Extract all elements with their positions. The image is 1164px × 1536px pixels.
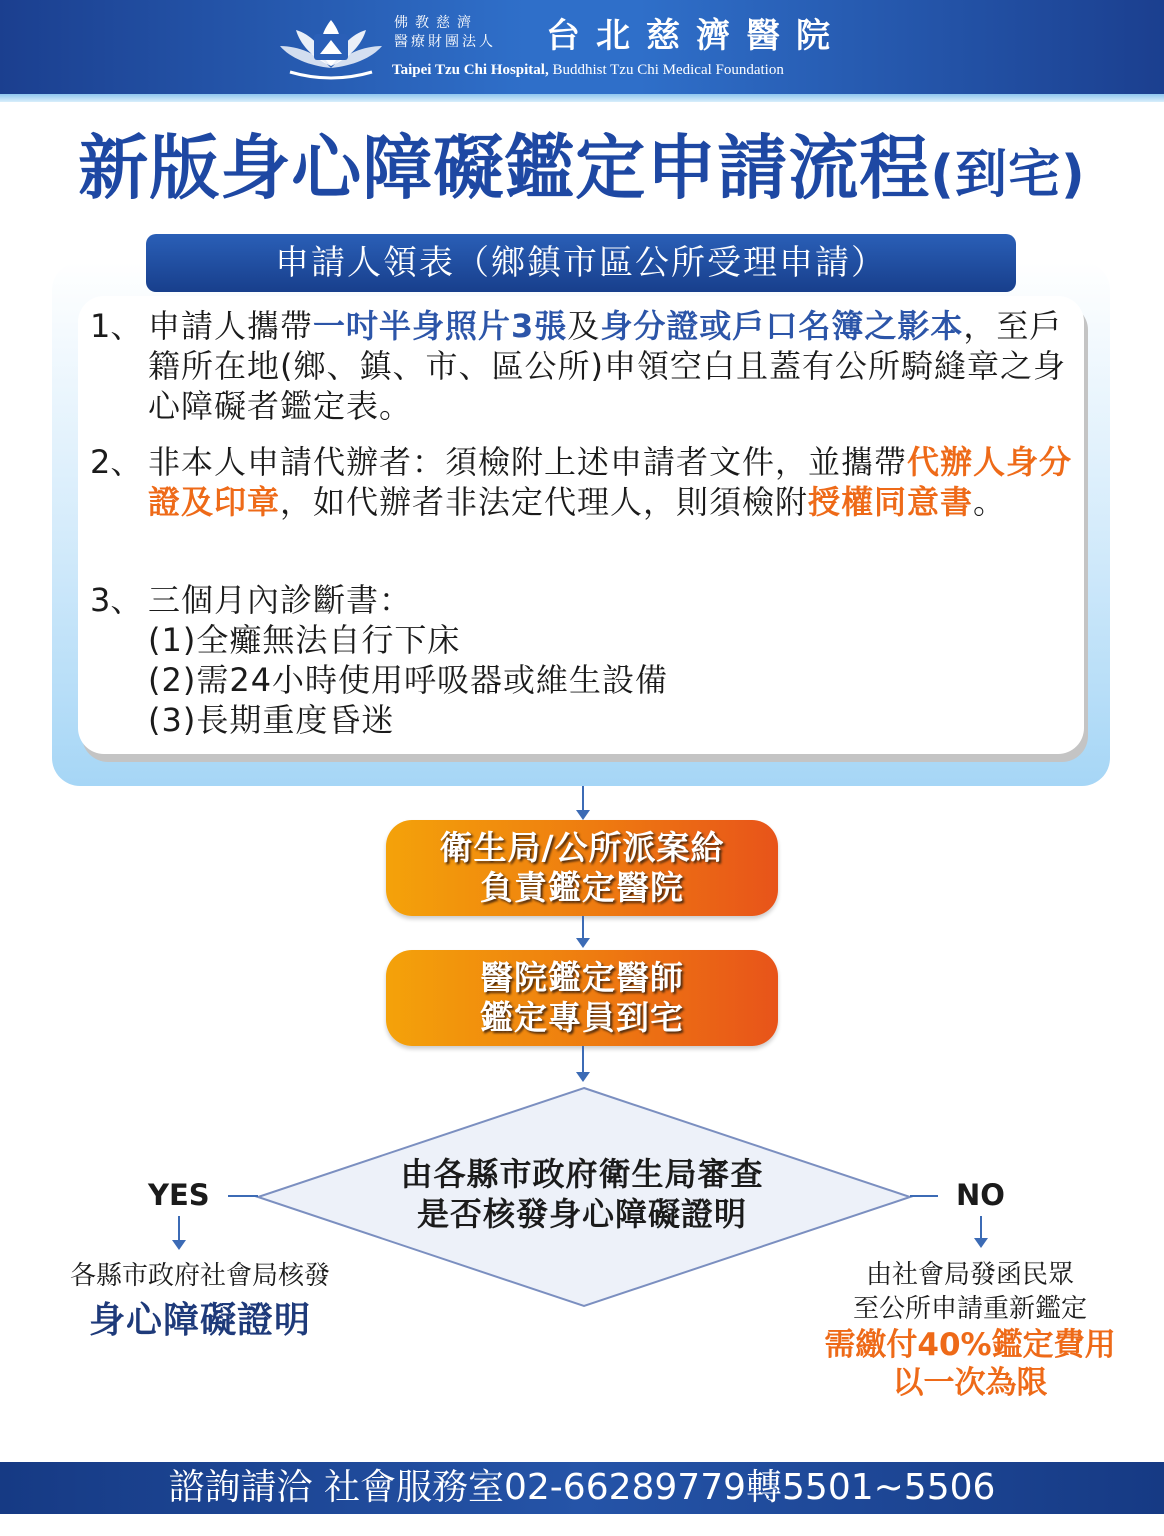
item-highlight: 代辦人身分證及印章 [148, 443, 1073, 521]
yes-outcome-text: 各縣市政府社會局核發 [69, 1261, 330, 1291]
fee-line: 以一次為限 [892, 1365, 1048, 1401]
arrow-down-icon [172, 1240, 186, 1250]
flow-step-dispatch [386, 820, 778, 916]
item-text: 非本人申請代辦者：須檢附上述申請者文件，並攜帶 [148, 443, 908, 481]
page-title [0, 118, 1164, 225]
no-outcome-fee [790, 1326, 1150, 1402]
fee-line: 需繳付40%鑑定費用 [824, 1327, 1116, 1363]
step-line: 負責鑑定醫院 [480, 868, 684, 907]
no-outcome-line: 至公所申請重新鑑定 [852, 1294, 1087, 1324]
item-text: 三個月內診斷書： [148, 581, 413, 619]
decision-line: 是否核發身心障礙證明 [416, 1195, 747, 1233]
yes-connector [228, 1195, 258, 1197]
no-connector [980, 1216, 982, 1240]
step-line: 鑑定專員到宅 [480, 998, 684, 1037]
sub-item: (2)需24小時使用呼吸器或維生設備 [148, 661, 669, 699]
sub-item: (1)全癱無法自行下床 [148, 621, 461, 659]
yes-outcome-certificate: 身心障礙證明 [88, 1300, 311, 1341]
org-name: 台北慈濟醫院 [546, 16, 846, 56]
no-label: NO [956, 1178, 1005, 1212]
step-line: 醫院鑑定醫師 [480, 958, 684, 997]
item-text: 。 [973, 483, 1007, 521]
no-outcome-text [800, 1258, 1140, 1326]
yes-label: YES [148, 1178, 210, 1212]
step-line: 衛生局/公所派案給 [439, 828, 725, 867]
decision-line: 由各縣市政府衛生局審查 [400, 1155, 764, 1193]
decision-text [300, 1154, 864, 1234]
item-highlight: 身分證或戶口名簿之影本 [600, 307, 964, 345]
item-text: ，如代辦者非法定代理人，則須檢附 [280, 483, 809, 521]
item-body [148, 580, 1088, 620]
item-number: 1、 [90, 307, 143, 345]
org-small-line1: 佛教慈濟 [394, 15, 478, 31]
item-highlight: 授權同意書 [808, 483, 974, 521]
item-number: 3、 [90, 581, 143, 619]
item-highlight: 一吋半身照片3張 [313, 307, 568, 345]
org-small-line2: 醫療財團法人 [394, 34, 496, 50]
header-stripe [0, 94, 1164, 102]
org-english-name [392, 62, 784, 79]
flow-step-home-visit [386, 950, 778, 1046]
contact-footer: 諮詢請洽 社會服務室02-66289779轉5501~5506 [0, 1462, 1164, 1514]
page-title-suffix: (到宅) [930, 145, 1086, 205]
flow-connector [582, 786, 584, 812]
lotus-logo-icon [276, 14, 386, 80]
item-number: 2、 [90, 443, 143, 481]
item-body [148, 442, 1088, 522]
yes-connector [178, 1216, 180, 1242]
section-header: 申請人領表（鄉鎮市區公所受理申請） [146, 234, 1016, 292]
page-title-main: 新版身心障礙鑑定申請流程 [78, 127, 931, 209]
org-en-rest: Buddhist Tzu Chi Medical Foundation [552, 62, 784, 78]
org-en-bold: Taipei Tzu Chi Hospital, [392, 62, 549, 78]
flow-connector [582, 1046, 584, 1074]
sub-item: (3)長期重度昏迷 [148, 701, 395, 739]
arrow-down-icon [974, 1238, 988, 1248]
org-small-text [394, 14, 544, 52]
item-text: 及 [567, 307, 601, 345]
arrow-down-icon [576, 810, 590, 820]
no-outcome-line: 由社會局發函民眾 [865, 1260, 1074, 1290]
item-text: ，至戶籍所在地(鄉、鎮、市、區公所)申領空白且蓋有公所騎縫章之身心障礙者鑑定表。 [148, 307, 1066, 425]
item-body [148, 306, 1088, 426]
flow-connector [582, 916, 584, 940]
arrow-down-icon [576, 938, 590, 948]
item-text: 申請人攜帶 [148, 307, 314, 345]
arrow-down-icon [576, 1072, 590, 1082]
no-connector [910, 1195, 938, 1197]
